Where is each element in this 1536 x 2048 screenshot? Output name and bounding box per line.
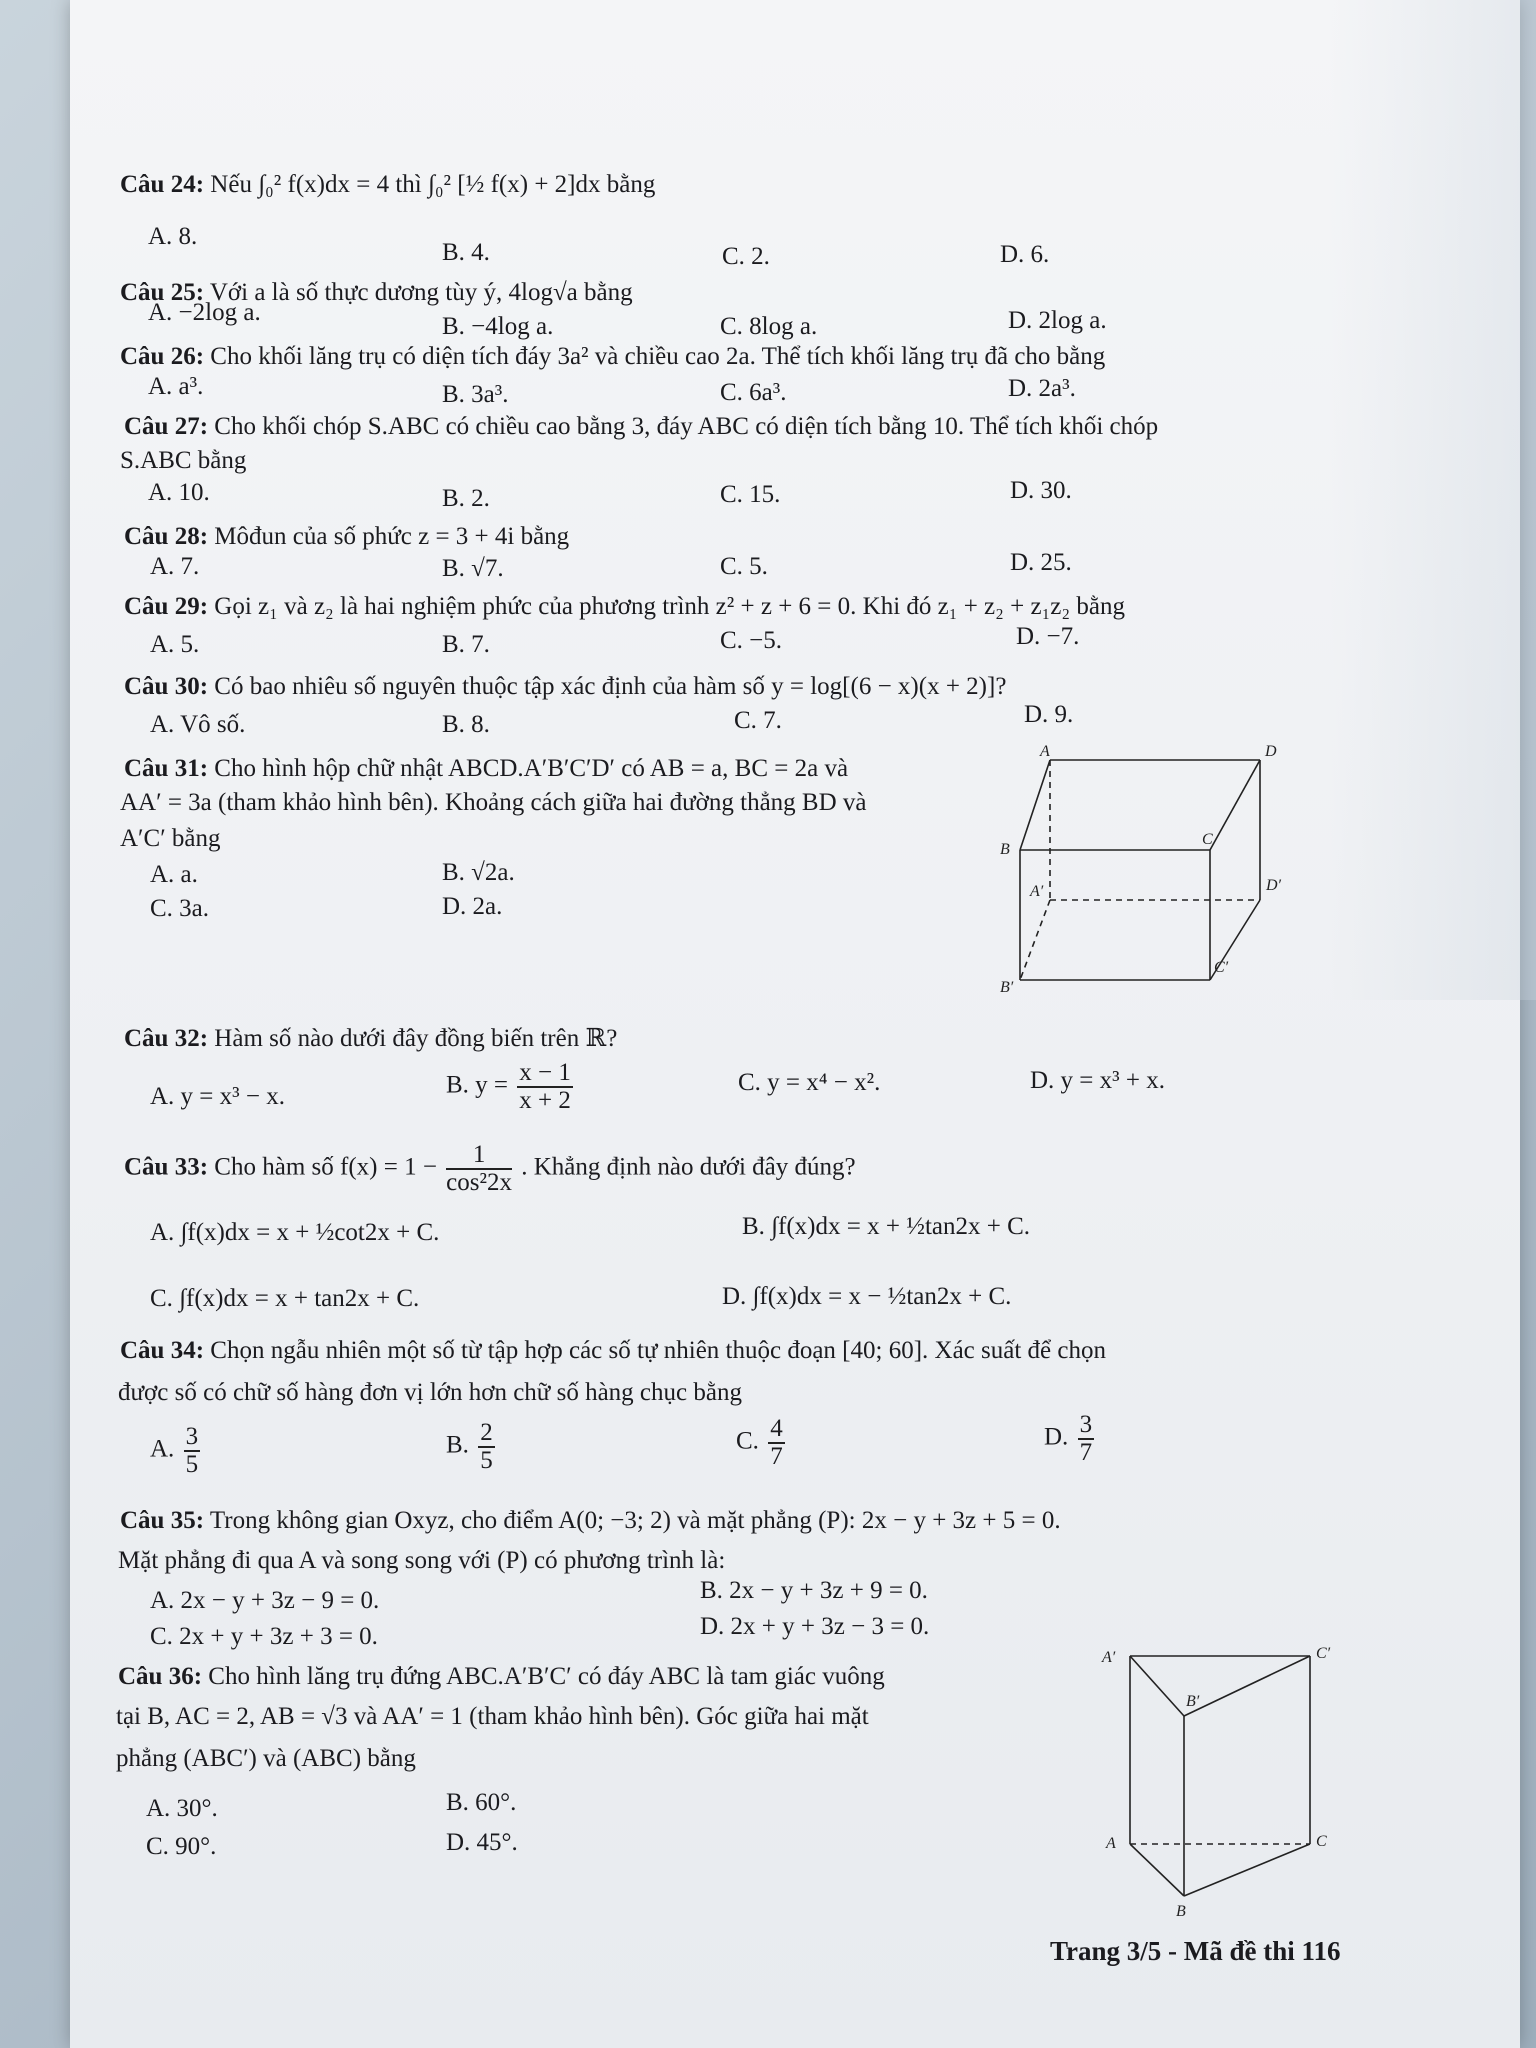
question-27-line2: S.ABC bằng [120, 447, 247, 474]
fig-label-a: A [1040, 743, 1050, 760]
q27-option-a: A. 10. [148, 479, 210, 506]
q35-option-a: A. 2x − y + 3z − 9 = 0. [150, 1587, 380, 1614]
question-text-pre: Cho hàm số f(x) = 1 − [214, 1153, 437, 1181]
fraction [1078, 1412, 1095, 1466]
question-30 [124, 670, 1006, 704]
fraction [517, 1060, 573, 1114]
fig-label-a-prime: A′ [1030, 883, 1044, 900]
q34-option-a [150, 1424, 203, 1478]
q25-option-d: D. 2log a. [1008, 307, 1107, 334]
question-31-line2: AA′ = 3a (tham khảo hình bên). Khoảng cách giữa hai đường thẳng BD và [120, 789, 867, 816]
question-text: Chọn ngẫu nhiên một số từ tập hợp các số tự nhiên thuộc đoạn [40; 60]. Xác suất để chọn [210, 1337, 1106, 1364]
fig-label-d: D [1265, 743, 1277, 760]
question-36 [118, 1660, 885, 1694]
q28-option-b: B. √7. [442, 555, 504, 582]
denominator: 5 [185, 1451, 199, 1478]
q26-option-a: A. a³. [148, 373, 204, 400]
fraction [446, 1142, 512, 1196]
q30-option-b: B. 8. [442, 711, 490, 738]
question-text: Hàm số nào dưới đây đồng biến trên ℝ? [214, 1025, 618, 1052]
q32-option-b [446, 1060, 576, 1114]
q36-option-a: A. 30°. [146, 1795, 218, 1822]
q24-option-a: A. 8. [148, 223, 198, 250]
question-33 [124, 1142, 856, 1196]
q33-option-d: D. ∫f(x)dx = x − ½tan2x + C. [722, 1283, 1012, 1310]
q36-option-b: B. 60°. [446, 1789, 517, 1816]
question-label: Câu 29: [124, 593, 209, 620]
question-35 [120, 1504, 1061, 1538]
denominator: 7 [770, 1443, 783, 1470]
q35-option-c: C. 2x + y + 3z + 3 = 0. [150, 1623, 378, 1650]
question-label: Câu 35: [120, 1507, 205, 1534]
q34-option-d [1044, 1412, 1097, 1466]
denominator: 7 [1079, 1439, 1093, 1466]
question-34-line2: được số có chữ số hàng đơn vị lớn hơn chữ số hàng chục bằng [118, 1379, 742, 1406]
question-24 [120, 168, 655, 202]
option-letter: A. [150, 1435, 175, 1463]
question-28 [124, 520, 569, 554]
q31-option-c: C. 3a. [150, 895, 210, 922]
question-31-line3: A′C′ bằng [120, 825, 221, 852]
question-label: Câu 27: [124, 413, 209, 440]
q31-option-d: D. 2a. [442, 893, 503, 920]
question-text: Gọi z₁ và z₂ là hai nghiệm phức của phương trình z² + z + 6 = 0. Khi đó z₁ + z₂ + z₁z₂ bằng [214, 593, 1125, 620]
question-29 [124, 590, 1125, 624]
fraction [478, 1420, 495, 1474]
question-27 [124, 410, 1158, 444]
denominator: 5 [480, 1447, 493, 1474]
question-label: Câu 30: [124, 673, 209, 700]
denominator: cos²2x [446, 1169, 512, 1196]
fig-label-c: C [1202, 831, 1213, 848]
question-text-post: . Khẳng định nào dưới đây đúng? [521, 1153, 856, 1181]
q36-option-d: D. 45°. [446, 1829, 518, 1856]
question-text: Cho khối chóp S.ABC có chiều cao bằng 3, đáy ABC có diện tích bằng 10. Thể tích khối chóp [214, 413, 1159, 440]
question-label: Câu 32: [124, 1025, 209, 1052]
question-label: Câu 31: [124, 755, 209, 782]
q24-option-d: D. 6. [1000, 241, 1050, 268]
option-b-prefix: B. y = [446, 1071, 509, 1099]
question-35-line2: Mặt phẳng đi qua A và song song với (P) có phương trình là: [118, 1547, 726, 1574]
question-32 [124, 1022, 617, 1056]
option-letter: B. [446, 1431, 469, 1459]
option-letter: D. [1044, 1423, 1069, 1451]
question-text: Trong không gian Oxyz, cho điểm A(0; −3; 2) và mặt phẳng (P): 2x − y + 3z + 5 = 0. [209, 1507, 1061, 1534]
numerator: 4 [770, 1415, 783, 1442]
q24-option-b: B. 4. [442, 239, 490, 266]
fig-label-b: B [1176, 1903, 1186, 1920]
numerator: 1 [446, 1142, 512, 1170]
q31-option-b: B. √2a. [442, 859, 515, 886]
q29-option-d: D. −7. [1016, 623, 1080, 650]
fig-label-a-prime: A′ [1102, 1649, 1116, 1666]
question-26 [120, 340, 1105, 374]
fraction [184, 1424, 201, 1478]
page-footer: Trang 3/5 - Mã đề thi 116 [1050, 1936, 1341, 1966]
q33-option-b: B. ∫f(x)dx = x + ½tan2x + C. [742, 1213, 1031, 1240]
q29-option-a: A. 5. [150, 631, 200, 658]
question-text: Có bao nhiêu số nguyên thuộc tập xác định của hàm số y = log[(6 − x)(x + 2)]? [214, 673, 1007, 700]
question-text: Nếu ∫₀² f(x)dx = 4 thì ∫₀² [½ f(x) + 2]dx bằng [210, 171, 656, 198]
fig-label-b: B [1000, 841, 1010, 858]
q25-option-b: B. −4log a. [442, 313, 554, 340]
denominator: x + 2 [519, 1087, 571, 1114]
question-31 [124, 752, 848, 786]
fig-label-d-prime: D′ [1266, 877, 1282, 894]
q30-option-d: D. 9. [1024, 701, 1074, 728]
question-label: Câu 34: [120, 1337, 205, 1364]
question-label: Câu 33: [124, 1153, 209, 1181]
q33-option-a: A. ∫f(x)dx = x + ½cot2x + C. [150, 1219, 440, 1246]
q28-option-c: C. 5. [720, 553, 768, 580]
q27-option-c: C. 15. [720, 481, 781, 508]
question-label: Câu 24: [120, 171, 205, 198]
fig-label-b-prime: B′ [1186, 1693, 1200, 1710]
numerator: 2 [480, 1419, 493, 1446]
question-36-line3: phẳng (ABC′) và (ABC) bằng [116, 1745, 416, 1772]
numerator: 3 [185, 1423, 199, 1450]
q35-option-b: B. 2x − y + 3z + 9 = 0. [700, 1577, 928, 1604]
fig-label-b-prime: B′ [1000, 979, 1014, 996]
prism-figure [1090, 1640, 1350, 1920]
question-label: Câu 28: [124, 523, 209, 550]
q26-option-c: C. 6a³. [720, 379, 787, 406]
question-34 [120, 1334, 1106, 1368]
q25-option-a: A. −2log a. [148, 299, 261, 326]
q34-option-c [736, 1416, 788, 1470]
numerator: x − 1 [519, 1059, 571, 1086]
q24-option-c: C. 2. [722, 243, 770, 270]
q32-option-d: D. y = x³ + x. [1030, 1067, 1165, 1094]
cuboid-figure [990, 740, 1290, 1000]
question-text: Cho khối lăng trụ có diện tích đáy 3a² và chiều cao 2a. Thể tích khối lăng trụ đã cho bằng [210, 343, 1106, 370]
fraction [768, 1416, 785, 1470]
q35-option-d: D. 2x + y + 3z − 3 = 0. [700, 1613, 930, 1640]
q28-option-d: D. 25. [1010, 549, 1072, 576]
question-label: Câu 36: [118, 1663, 203, 1690]
q28-option-a: A. 7. [150, 553, 200, 580]
q25-option-c: C. 8log a. [720, 313, 818, 340]
q31-option-a: A. a. [150, 861, 198, 888]
q27-option-d: D. 30. [1010, 477, 1072, 504]
q29-option-b: B. 7. [442, 631, 490, 658]
question-36-line2: tại B, AC = 2, AB = √3 và AA′ = 1 (tham khảo hình bên). Góc giữa hai mặt [116, 1703, 869, 1730]
question-label: Câu 25: [120, 279, 205, 306]
question-text: Với a là số thực dương tùy ý, 4log√a bằng [209, 279, 633, 306]
fig-label-c: C [1316, 1833, 1327, 1850]
question-text: Môđun của số phức z = 3 + 4i bằng [214, 523, 570, 550]
q30-option-a: A. Vô số. [150, 711, 246, 738]
fig-label-c-prime: C′ [1316, 1645, 1331, 1662]
fig-label-c-prime: C′ [1214, 959, 1229, 976]
q32-option-c: C. y = x⁴ − x². [738, 1069, 881, 1096]
q33-option-c: C. ∫f(x)dx = x + tan2x + C. [150, 1285, 420, 1312]
question-text: Cho hình lăng trụ đứng ABC.A′B′C′ có đáy ABC là tam giác vuông [208, 1663, 885, 1690]
q32-option-a: A. y = x³ − x. [150, 1083, 285, 1110]
numerator: 3 [1079, 1411, 1093, 1438]
q29-option-c: C. −5. [720, 627, 783, 654]
q36-option-c: C. 90°. [146, 1833, 217, 1860]
q34-option-b [446, 1420, 498, 1474]
option-letter: C. [736, 1427, 759, 1455]
question-text: Cho hình hộp chữ nhật ABCD.A′B′C′D′ có AB = a, BC = 2a và [214, 755, 849, 782]
q30-option-c: C. 7. [734, 707, 782, 734]
q26-option-d: D. 2a³. [1008, 375, 1076, 402]
fig-label-a: A [1106, 1835, 1116, 1852]
question-label: Câu 26: [120, 343, 205, 370]
q27-option-b: B. 2. [442, 485, 490, 512]
q26-option-b: B. 3a³. [442, 381, 509, 408]
